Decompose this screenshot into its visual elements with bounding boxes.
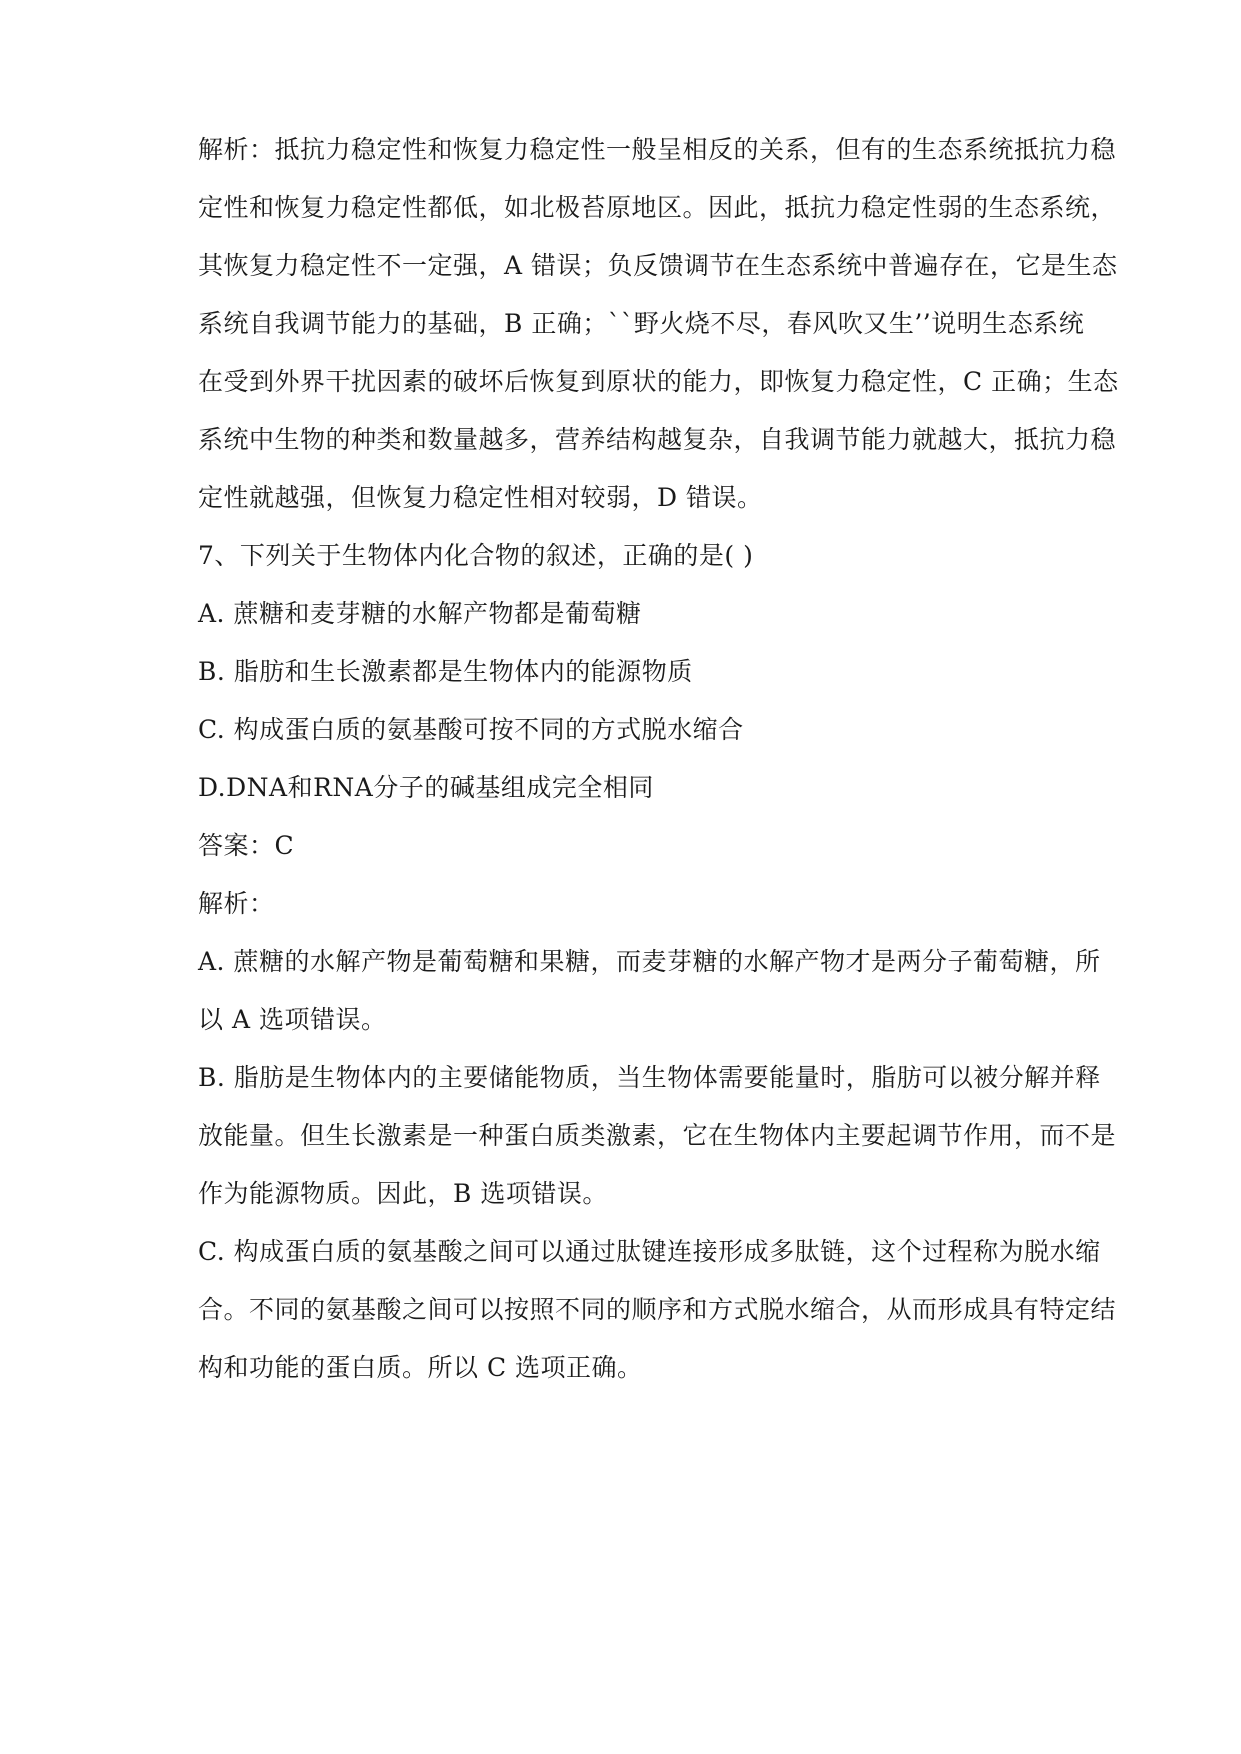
analysis-line: 在受到外界干扰因素的破坏后恢复到原状的能力，即恢复力稳定性，C 正确；生态: [198, 367, 1119, 396]
analysis-line: 定性和恢复力稳定性都低，如北极苔原地区。因此，抵抗力稳定性弱的生态系统，: [198, 193, 1117, 222]
analysis-line: B. 脂肪是生物体内的主要储能物质，当生物体需要能量时，脂肪可以被分解并释: [198, 1063, 1101, 1092]
analysis-line: 解析：抵抗力稳定性和恢复力稳定性一般呈相反的关系，但有的生态系统抵抗力稳: [198, 135, 1117, 164]
option-c: C. 构成蛋白质的氨基酸可按不同的方式脱水缩合: [198, 715, 744, 744]
analysis-line: 构和功能的蛋白质。所以 C 选项正确。: [198, 1353, 643, 1382]
analysis-line: C. 构成蛋白质的氨基酸之间可以通过肽键连接形成多肽链，这个过程称为脱水缩: [198, 1237, 1101, 1266]
analysis-line: 以 A 选项错误。: [198, 1005, 387, 1034]
analysis-line: 定性就越强，但恢复力稳定性相对较弱，D 错误。: [198, 483, 763, 512]
analysis-line: 系统中生物的种类和数量越多，营养结构越复杂，自我调节能力就越大，抵抗力稳: [198, 425, 1117, 454]
analysis-line: 作为能源物质。因此，B 选项错误。: [198, 1179, 608, 1208]
answer: 答案：C: [198, 831, 295, 860]
analysis-line: 合。不同的氨基酸之间可以按照不同的顺序和方式脱水缩合，从而形成具有特定结: [198, 1295, 1117, 1324]
question-stem: 7、下列关于生物体内化合物的叙述，正确的是( ): [198, 541, 754, 570]
option-a: A. 蔗糖和麦芽糖的水解产物都是葡萄糖: [198, 599, 642, 628]
analysis-line: 系统自我调节能力的基础，B 正确；``野火烧不尽，春风吹又生’’说明生态系统: [198, 309, 1085, 338]
analysis-label: 解析：: [198, 889, 275, 918]
option-d: D.DNA和RNA分子的碱基组成完全相同: [198, 773, 654, 802]
analysis-line: 放能量。但生长激素是一种蛋白质类激素，它在生物体内主要起调节作用，而不是: [198, 1121, 1117, 1150]
analysis-line: A. 蔗糖的水解产物是葡萄糖和果糖，而麦芽糖的水解产物才是两分子葡萄糖，所: [198, 947, 1101, 976]
option-b: B. 脂肪和生长激素都是生物体内的能源物质: [198, 657, 693, 686]
analysis-line: 其恢复力稳定性不一定强，A 错误；负反馈调节在生态系统中普遍存在，它是生态: [198, 251, 1118, 280]
